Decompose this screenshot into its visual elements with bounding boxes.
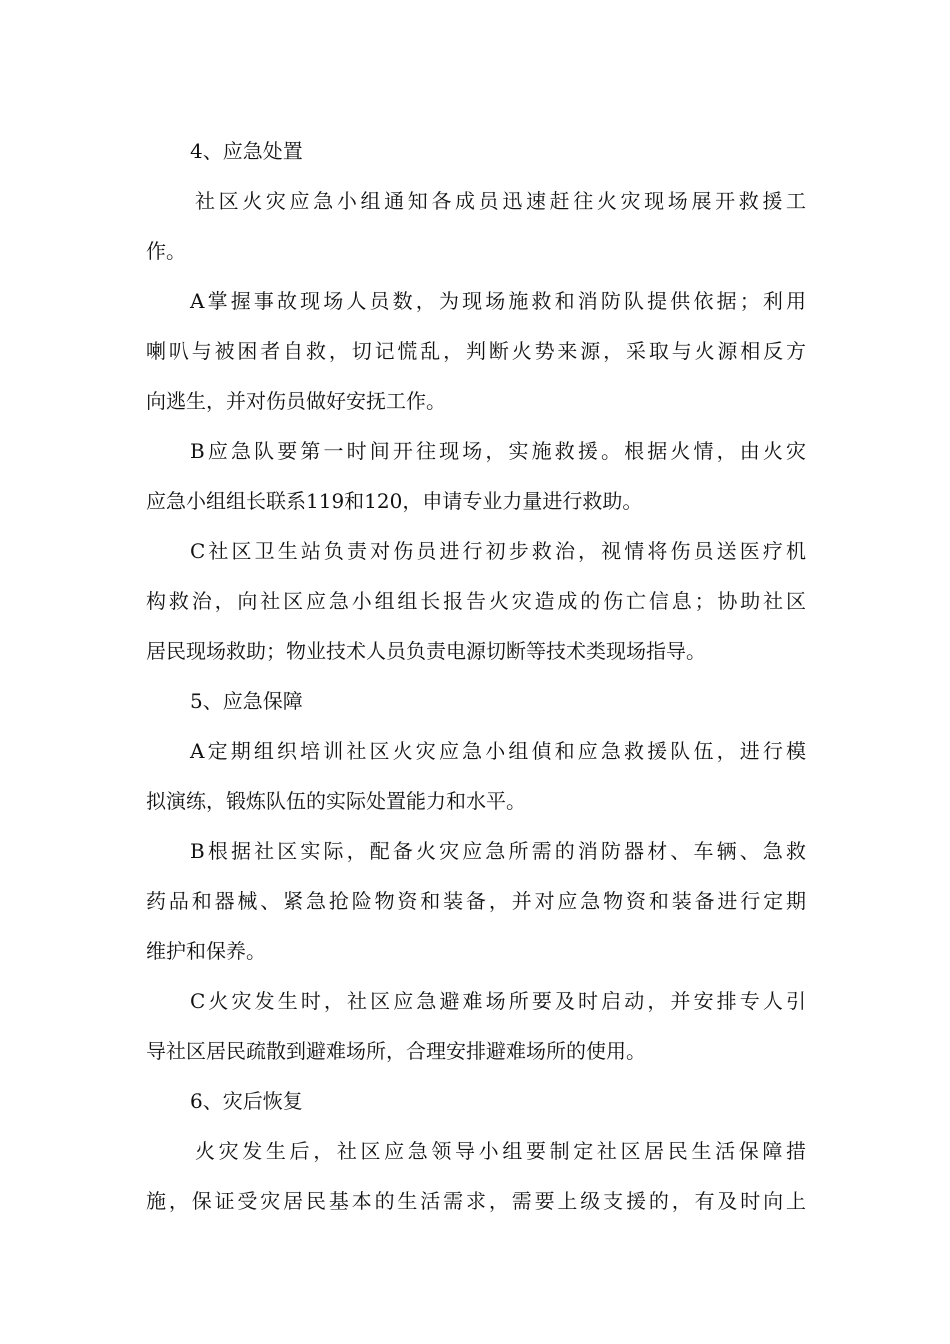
paragraph-line: 构救治，向社区应急小组组长报告火灾造成的伤亡信息；协助社区	[146, 589, 806, 613]
paragraph-line: B应急队要第一时间开往现场，实施救援。根据火情，由火灾	[190, 439, 806, 463]
paragraph-line: 社区火灾应急小组通知各成员迅速赶往火灾现场展开救援工	[195, 189, 806, 213]
paragraph-line: C火灾发生时，社区应急避难场所要及时启动，并安排专人引	[190, 989, 806, 1013]
section-heading-emergency-response: 4、应急处置	[190, 139, 303, 163]
paragraph-line: A定期组织培训社区火灾应急小组偵和应急救援队伍，进行模	[190, 739, 806, 763]
paragraph-line: B根据社区实际，配备火灾应急所需的消防器材、车辆、急救	[190, 839, 806, 863]
paragraph-line: 喇叭与被困者自救，切记慌乱，判断火势来源，采取与火源相反方	[146, 339, 806, 363]
paragraph-line: A掌握事故现场人员数，为现场施救和消防队提供依据；利用	[190, 289, 806, 313]
paragraph-line: 施，保证受灾居民基本的生活需求，需要上级支援的，有及时向上	[146, 1189, 806, 1213]
section-heading-emergency-support: 5、应急保障	[190, 689, 303, 713]
paragraph-line: 药品和器械、紧急抢险物资和装备，并对应急物资和装备进行定期	[146, 889, 806, 913]
paragraph-line: 向逃生，并对伤员做好安抚工作。	[146, 389, 446, 413]
paragraph-line: 作。	[146, 239, 186, 263]
paragraph-line: 应急小组组长联系119和120，申请专业力量进行救助。	[146, 489, 643, 513]
section-heading-recovery: 6、灾后恢复	[190, 1089, 303, 1113]
paragraph-line: 火灾发生后，社区应急领导小组要制定社区居民生活保障措	[195, 1139, 806, 1163]
paragraph-line: 维护和保养。	[146, 939, 266, 963]
paragraph-line: 居民现场救助；物业技术人员负责电源切断等技术类现场指导。	[146, 639, 706, 663]
paragraph-line: 拟演练，锻炼队伍的实际处置能力和水平。	[146, 789, 526, 813]
paragraph-line: C社区卫生站负责对伤员进行初步救治，视情将伤员送医疗机	[190, 539, 806, 563]
paragraph-line: 导社区居民疏散到避难场所，合理安排避难场所的使用。	[146, 1039, 646, 1063]
